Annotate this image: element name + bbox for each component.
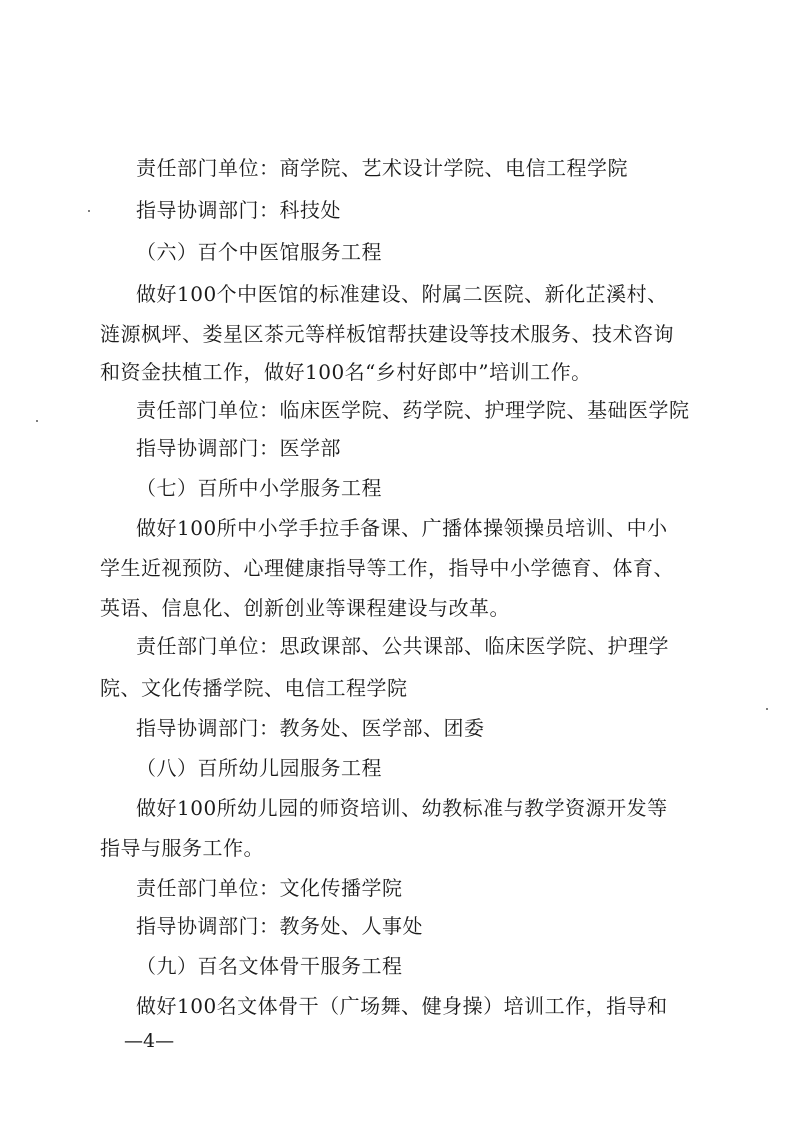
coordinating-dept-7: 指导协调部门：教务处、医学部、团委	[136, 716, 485, 740]
paragraph-8-line-2: 指导与服务工作。	[100, 836, 264, 860]
paragraph-6-line-1: 做好100个中医馆的标准建设、附属二医院、新化芷溪村、	[136, 282, 668, 306]
responsible-unit-8: 责任部门单位：文化传播学院	[136, 876, 403, 900]
responsible-unit-6: 责任部门单位：临床医学院、药学院、护理学院、基础医学院	[136, 398, 690, 422]
scan-speck	[36, 420, 38, 422]
paragraph-6-line-3: 和资金扶植工作，做好100名“乡村好郎中”培训工作。	[100, 360, 592, 384]
paragraph-7-line-2: 学生近视预防、心理健康指导等工作，指导中小学德育、体育、	[100, 556, 674, 580]
section-heading-6: （六）百个中医馆服务工程	[136, 240, 382, 264]
page-number: —4—	[124, 1030, 175, 1052]
responsible-unit-5: 责任部门单位：商学院、艺术设计学院、电信工程学院	[136, 156, 628, 180]
responsible-unit-7-line-1: 责任部门单位：思政课部、公共课部、临床医学院、护理学	[136, 634, 669, 658]
section-heading-7: （七）百所中小学服务工程	[136, 476, 382, 500]
section-heading-8: （八）百所幼儿园服务工程	[136, 756, 382, 780]
responsible-unit-7-line-2: 院、文化传播学院、电信工程学院	[100, 676, 408, 700]
paragraph-7-line-1: 做好100所中小学手拉手备课、广播体操领操员培训、中小	[136, 516, 668, 540]
coordinating-dept-8: 指导协调部门：教务处、人事处	[136, 914, 423, 938]
coordinating-dept-6: 指导协调部门：医学部	[136, 436, 341, 460]
scan-speck	[88, 210, 90, 212]
section-heading-9: （九）百名文体骨干服务工程	[136, 954, 403, 978]
scan-speck	[766, 708, 768, 710]
paragraph-6-line-2: 涟源枫坪、娄星区茶元等样板馆帮扶建设等技术服务、技术咨询	[100, 322, 674, 346]
paragraph-7-line-3: 英语、信息化、创新创业等课程建设与改革。	[100, 596, 510, 620]
paragraph-9-line-1: 做好100名文体骨干（广场舞、健身操）培训工作，指导和	[136, 994, 668, 1018]
coordinating-dept-5: 指导协调部门：科技处	[136, 198, 341, 222]
paragraph-8-line-1: 做好100所幼儿园的师资培训、幼教标准与教学资源开发等	[136, 796, 668, 820]
